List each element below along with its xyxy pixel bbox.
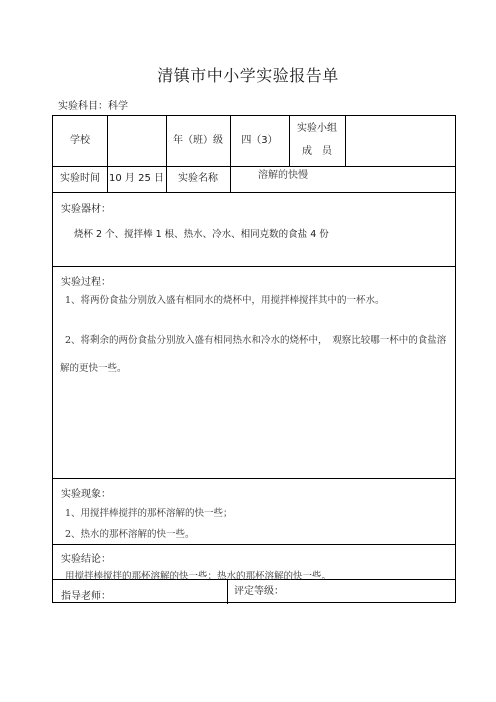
teacher-label: 指导老师： — [61, 591, 111, 602]
conclusion-text: 用搅拌棒搅拌的那杯溶解的快一些；热水的那杯溶解的快一些。 — [65, 571, 332, 582]
group-members-label-line1: 实验小组 — [297, 123, 337, 134]
row-divider — [53, 192, 455, 193]
process-step-2: 2、将剩余的两份食盐分别放入盛有相同热水和冷水的烧杯中， 观察比较哪一杯中的食盐溶解的更快一些。 — [60, 335, 447, 374]
grade-class-label: 年（班）级 — [173, 135, 223, 146]
process-label: 实验过程： — [61, 277, 111, 288]
time-label: 实验时间 — [60, 173, 100, 184]
experiment-name-label: 实验名称 — [178, 173, 218, 184]
school-label: 学校 — [70, 135, 90, 146]
time-value: 10 月 25 日 — [109, 173, 164, 184]
col-divider — [107, 116, 108, 166]
row-divider — [53, 266, 455, 267]
grade-class-value: 四（3） — [241, 135, 278, 146]
row-divider — [53, 478, 455, 479]
report-title: 清镇市中小学实验报告单 — [157, 66, 339, 85]
group-members-label-line2: 成 员 — [302, 146, 332, 157]
materials-text: 烧杯 2 个、搅拌棒 1 根、热水、冷水、相同克数的食盐 4 份 — [74, 229, 329, 240]
col-divider — [230, 166, 231, 192]
col-divider — [227, 579, 228, 604]
materials-label: 实验器材： — [61, 204, 111, 215]
conclusion-label: 实验结论： — [61, 554, 111, 565]
col-divider — [345, 116, 346, 166]
process-step-1: 1、将两份食盐分别放入盛有相同水的烧杯中，用搅拌棒搅拌其中的一杯水。 — [65, 295, 385, 306]
phenomenon-line-1: 1、用搅拌棒搅拌的那杯溶解的快一些； — [65, 508, 233, 519]
experiment-name-value: 溶解的快慢 — [258, 170, 308, 181]
phenomenon-line-2: 2、热水的那杯溶解的快一些。 — [65, 529, 195, 540]
report-table — [52, 115, 456, 603]
row-divider — [53, 166, 455, 167]
phenomenon-label: 实验现象： — [61, 489, 111, 500]
row-divider — [53, 544, 455, 545]
subject-line: 实验科目：科学 — [58, 101, 128, 112]
assessment-grade-label: 评定等级： — [234, 586, 284, 597]
